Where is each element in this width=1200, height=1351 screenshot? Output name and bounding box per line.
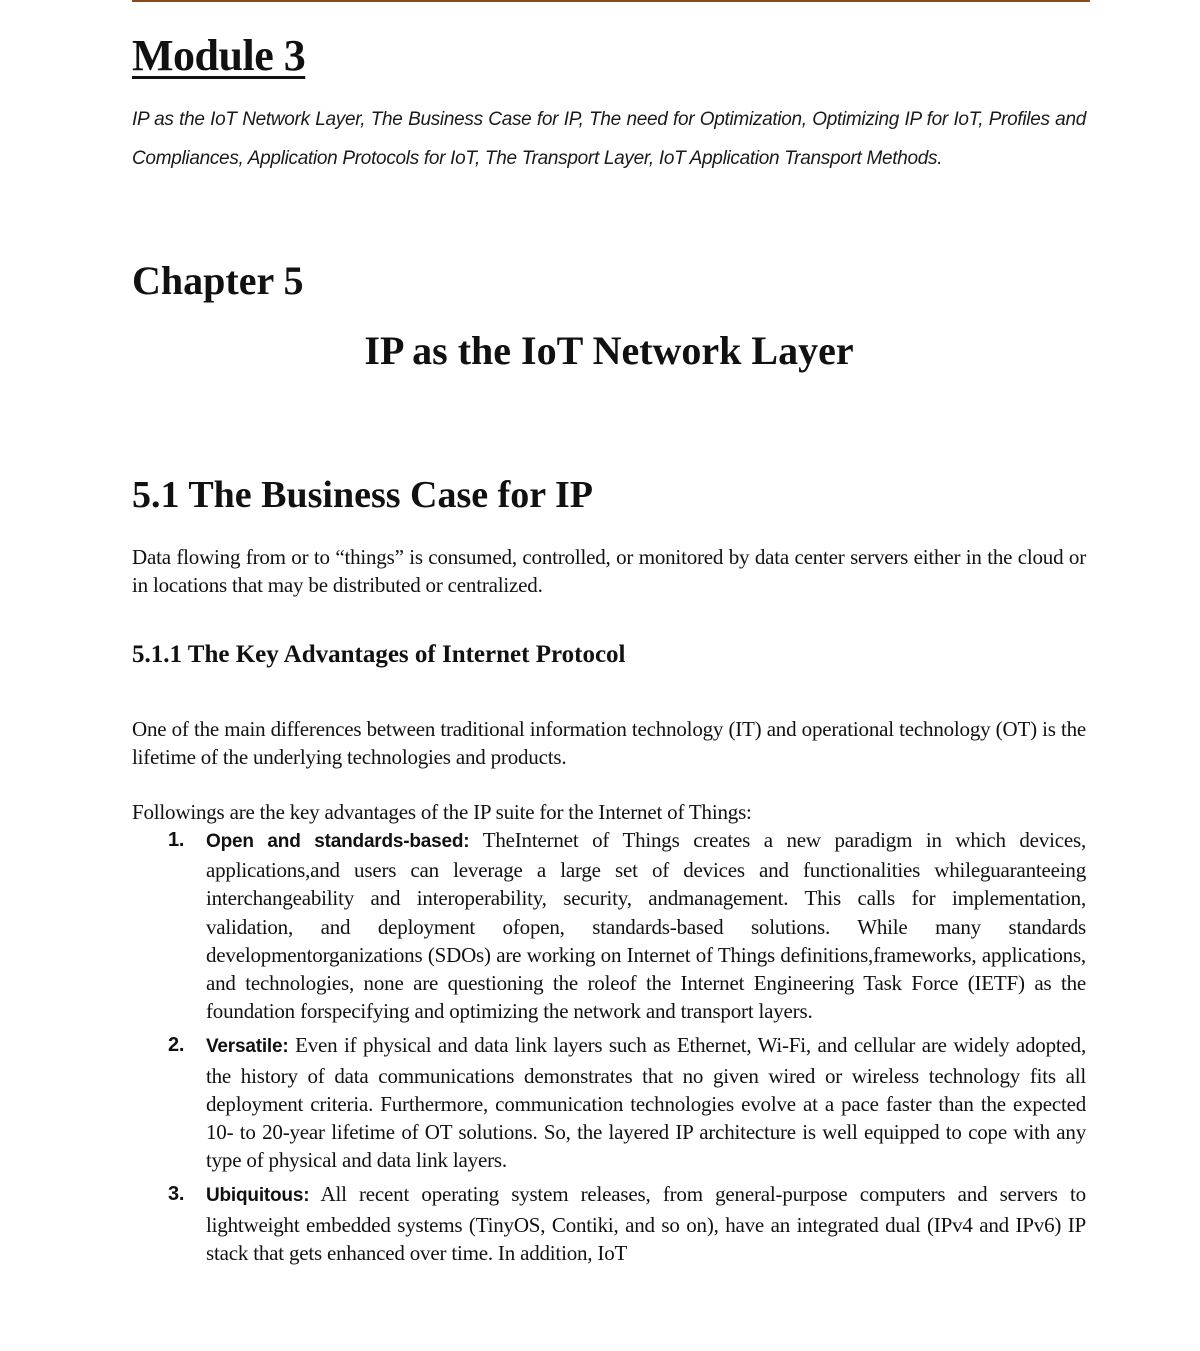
section-paragraph: Data flowing from or to “things” is consumed, controlled, or monitored by data center servers either in the cloud or in locations that may be distributed or centralized. bbox=[132, 545, 1086, 597]
module-summary: IP as the IoT Network Layer, The Business Case for IP, The need for Optimization, Optimizing IP for IoT, Profiles and Compliances, Application Protocols for IoT, The Transport Layer, IoT Application Transport Methods. bbox=[132, 109, 1086, 169]
subsection-title: 5.1.1 The Key Advantages of Internet Protocol bbox=[132, 641, 626, 668]
list-item bbox=[132, 1180, 1086, 1267]
advantages-list bbox=[132, 826, 1086, 1273]
section-title: 5.1 The Business Case for IP bbox=[132, 474, 593, 516]
list-item-number: 2. bbox=[168, 1034, 185, 1057]
list-item-term: Versatile: bbox=[206, 1036, 289, 1058]
advantages-intro: Followings are the key advantages of the IP suite for the Internet of Things: bbox=[132, 800, 752, 824]
list-item-number: 3. bbox=[168, 1183, 185, 1206]
list-item bbox=[132, 1031, 1086, 1174]
module-title: Module 3 bbox=[132, 31, 306, 80]
header-rule bbox=[132, 0, 1090, 2]
subsection-paragraph: One of the main differences between traditional information technology (IT) and operational technology (OT) is the lifetime of the underlying technologies and products. bbox=[132, 717, 1086, 769]
chapter-label: Chapter 5 bbox=[132, 258, 304, 303]
list-item-text: All recent operating system releases, from general-purpose computers and servers to lightweight embedded systems (TinyOS, Contiki, and so on), have an integrated dual (IPv4 and IPv6) IP stack that gets enhanced over time. In addition, IoT bbox=[206, 1182, 1086, 1265]
list-item-text: Even if physical and data link layers such as Ethernet, Wi-Fi, and cellular are widely adopted, the history of data communications demonstrates that no given wired or wireless technology fits all deployment criteria. Furthermore, communication technologies evolve at a pace faster than the expected 10- to 20-year lifetime of OT solutions. So, the layered IP architecture is well equipped to cope with any type of physical and data link layers. bbox=[206, 1033, 1086, 1173]
chapter-title: IP as the IoT Network Layer bbox=[364, 328, 854, 373]
list-item-number: 1. bbox=[168, 829, 185, 851]
list-item-term: Open and standards-based: bbox=[206, 831, 470, 852]
list-item-term: Ubiquitous: bbox=[206, 1185, 310, 1207]
list-item bbox=[132, 826, 1086, 1025]
list-item-text: TheInternet of Things creates a new paradigm in which devices, applications,and users can leverage a large set of devices and functionalities whileguaranteeing interchangeability and interoperability, security, andmanagement. This calls for implementation, validation, and deployment ofopen, standards-based solutions. While many standards developmentorganizations (SDOs) are working on Internet of Things definitions,frameworks, applications, and technologies, none are questioning the roleof the Internet Engineering Task Force (IETF) as the foundation forspecifying and optimizing the network and transport layers. bbox=[206, 828, 1086, 1024]
